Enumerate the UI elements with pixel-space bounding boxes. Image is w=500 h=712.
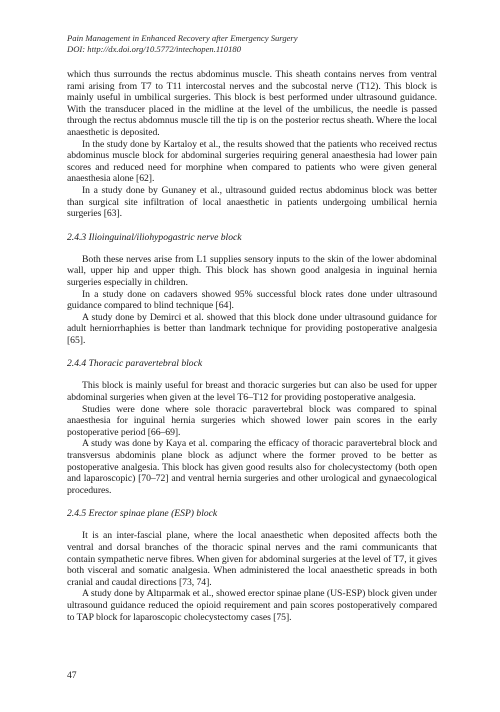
paragraph: Both these nerves arise from L1 supplies sensory inputs to the skin of the lower abdominal wall, upper hip and upper thigh. This block has shown good analgesia in inguinal hernia surgeries especially in children. (67, 253, 437, 288)
paragraph: This block is mainly useful for breast and thoracic surgeries but can also be used for upper abdominal surgeries when given at the level T6–T12 for providing postoperative analgesia. (67, 380, 437, 404)
paragraph: which thus surrounds the rectus abdominus muscle. This sheath contains nerves from ventral rami arising from T7 to T11 intercostal nerves and the subcostal nerve (T12). This block is mainly useful in umbilical surgeries. This block is best performed under ultrasound guidance. With the transducer placed in the midline at the level of the umbilicus, the needle is passed through the rectus abdomnus muscle till the tip is on the posterior rectus sheath. Where the local anaesthetic is deposited. (67, 69, 437, 138)
section-heading: 2.4.4 Thoracic paravertebral block (67, 358, 203, 370)
doi-line: DOI: http://dx.doi.org/10.5772/intechopen.110180 (67, 44, 241, 54)
paragraph: A study done by Demirci et al. showed that this block done under ultrasound guidance for adult herniorrhaphies is better than landmark technique for providing postoperative analgesia [65]. (67, 311, 437, 346)
journal-title: Pain Management in Enhanced Recovery after Emergency Surgery (67, 33, 298, 43)
paragraph: In a study done on cadavers showed 95% successful block rates done under ultrasound guidance compared to blind technique [64]. (67, 288, 437, 312)
paragraph: A study was done by Kaya et al. comparing the efficacy of thoracic paravertebral block and transversus abdominis plane block as adjunct where the former proved to be better as postoperative analgesia. This block has given good results also for cholecystectomy (both open and laparoscopic) [70–72] and ventral hernia surgeries and other urological and gynaecological procedures. (67, 438, 437, 496)
paragraph: In a study done by Gunaney et al., ultrasound guided rectus abdominus block was better than surgical site infiltration of local anaesthetic in patients undergoing umbilical hernia surgeries [63]. (67, 184, 437, 220)
body-text (67, 69, 437, 623)
section-heading: 2.4.3 Ilioinguinal/iliohypogastric nerve block (67, 231, 242, 243)
paragraph: Studies were done where sole thoracic paravertebral block was compared to spinal anaesthesia for inguinal hernia surgeries which showed lower pain scores in the early postoperative period [66–69]. (67, 403, 437, 438)
page-number: 47 (67, 670, 77, 681)
paragraph: It is an inter-fascial plane, where the local anaesthetic when deposited affects both the ventral and dorsal branches of the thoracic spinal nerves and the rami communicants that contain sympathetic nerve fibres. When given for abdominal surgeries at the level of T7, it gives both visceral and somatic analgesia. When administered the local anaesthetic spreads in both cranial and caudal directions [73, 74]. (67, 530, 437, 588)
running-header (67, 33, 447, 55)
paragraph: A study done by Altıparmak et al., showed erector spinae plane (US-ESP) block given under ultrasound guidance reduced the opioid requirement and pain scores postoperatively compared to TAP block for laparoscopic cholecystectomy cases [75]. (67, 588, 437, 623)
paragraph: In the study done by Kartaloy et al., the results showed that the patients who received rectus abdominus muscle block for abdominal surgeries requiring general anaesthesia had lower pain scores and reduced need for morphine when compared to patients who were given general anaesthesia alone [62]. (67, 138, 437, 185)
section-heading: 2.4.5 Erector spinae plane (ESP) block (67, 508, 218, 520)
